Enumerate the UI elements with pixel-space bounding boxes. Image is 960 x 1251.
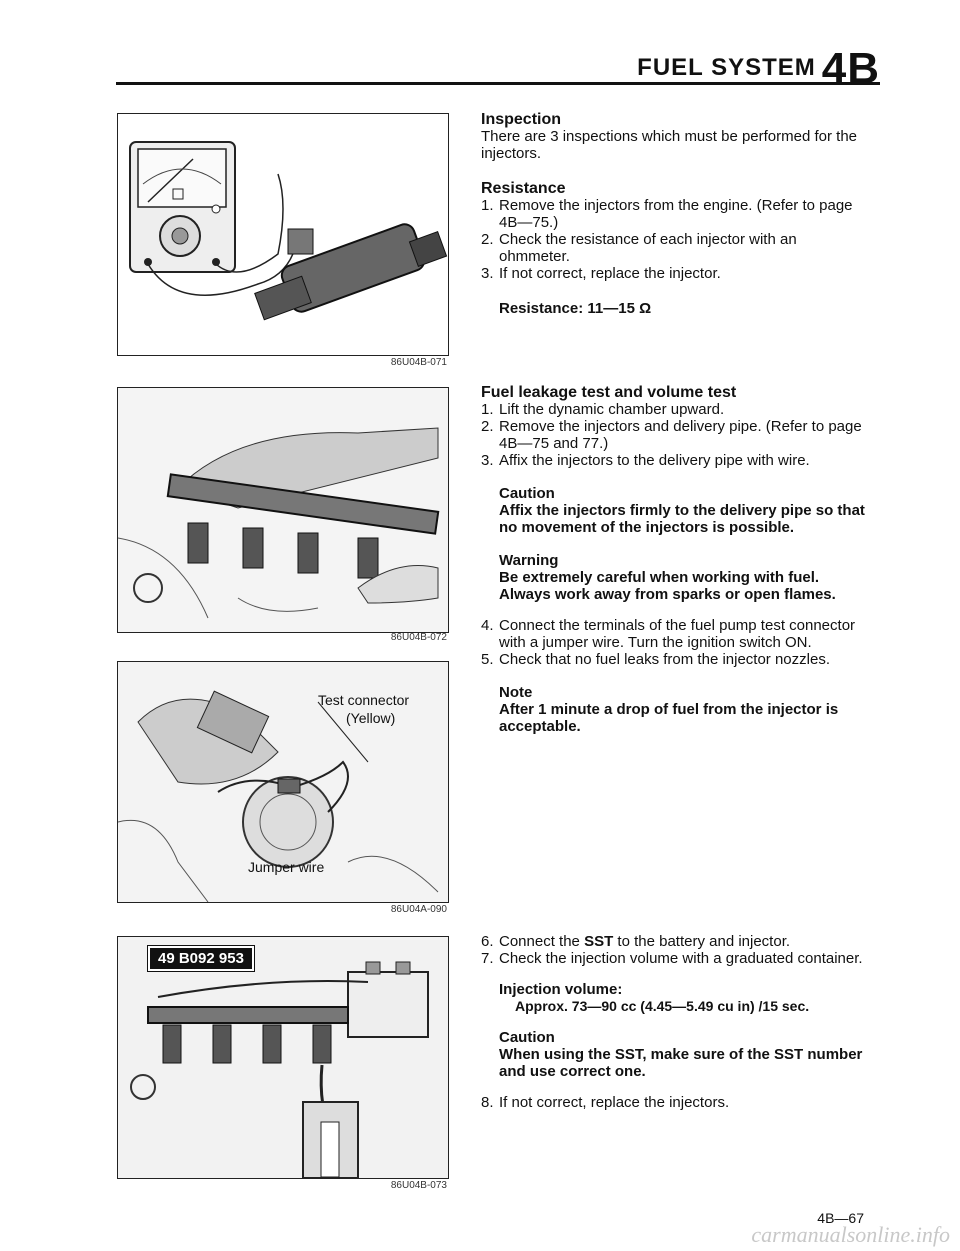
list-item: 2. Remove the injectors and delivery pipe. (Refer to page 4B—75 and 77.): [481, 418, 862, 452]
label-test-connector: Test connector: [318, 692, 410, 708]
section-title-text: FUEL SYSTEM: [637, 54, 816, 81]
leakage-section: [481, 384, 865, 735]
list-item: 6. Connect the SST to the battery and injector.: [481, 933, 791, 950]
inspection-heading: Inspection: [481, 111, 562, 128]
figure-code: 86U04B-073: [390, 1180, 447, 1191]
volume-steps-2: [481, 1094, 865, 1111]
page-number: 4B—67: [817, 1210, 864, 1226]
list-item: 2. Check the resistance of each injector with an ohmmeter.: [481, 231, 797, 265]
list-item: 7. Check the injection volume with a graduated container.: [481, 950, 863, 967]
resistance-spec: Resistance: 11—15 Ω: [499, 300, 652, 317]
caution-text: When using the SST, make sure of the SST number and use correct one.: [499, 1046, 863, 1080]
label-jumper-wire: Jumper wire: [248, 859, 325, 875]
list-item: 1. Remove the injectors from the engine. (Refer to page 4B—75.): [481, 197, 853, 231]
list-item: 1. Lift the dynamic chamber upward.: [481, 401, 725, 418]
watermark: carmanualsonline.info: [751, 1222, 950, 1247]
inspection-text: There are 3 inspections which must be performed for the injectors.: [481, 128, 858, 162]
inspection-section: [481, 111, 865, 317]
ohmmeter-illustration: [118, 114, 448, 355]
label-connector-color: (Yellow): [346, 710, 396, 726]
caution-text: Affix the injectors firmly to the delivery pipe so that no movement of the injectors is possible.: [499, 502, 865, 536]
volume-section: [481, 933, 865, 1111]
volume-steps: [481, 933, 865, 967]
resistance-steps: [481, 197, 865, 282]
warning-title: Warning: [499, 552, 559, 569]
leakage-steps: [481, 401, 865, 469]
delivery-pipe-illustration: [118, 388, 448, 632]
list-item: 8. If not correct, replace the injectors.: [481, 1094, 730, 1111]
caution-title: Caution: [499, 1029, 555, 1046]
caution-title: Caution: [499, 485, 555, 502]
section-title: [637, 36, 880, 93]
figure-delivery-pipe: [117, 387, 449, 633]
figure-test-connector: [117, 661, 449, 903]
volume-caution-box: [481, 1029, 865, 1080]
list-item: 4. Connect the terminals of the fuel pump test connector with a jumper wire. Turn the ignition switch ON.: [481, 617, 856, 651]
list-item: 3. Affix the injectors to the delivery pipe with wire.: [481, 452, 810, 469]
figure-code: 86U04B-072: [390, 632, 447, 643]
warning-box: [481, 552, 865, 603]
figure-sst-volume: [117, 936, 449, 1179]
figure-code: 86U04B-071: [390, 357, 447, 368]
spec-title: Injection volume:: [499, 981, 623, 998]
note-text: After 1 minute a drop of fuel from the injector is acceptable.: [499, 701, 839, 735]
figure-code: 86U04A-090: [390, 904, 447, 915]
figure-ohmmeter-injector: [117, 113, 449, 356]
spec-value: Approx. 73—90 cc (4.45—5.49 cu in) /15 sec.: [515, 998, 810, 1014]
page-header: [116, 36, 880, 93]
warning-text: Be extremely careful when working with fuel. Always work away from sparks or open flames.: [499, 569, 836, 603]
sst-volume-illustration: [118, 937, 448, 1178]
note-box: [481, 684, 865, 735]
section-number: 4B: [821, 44, 880, 93]
resistance-heading: Resistance: [481, 180, 566, 197]
list-item: 3. If not correct, replace the injector.: [481, 265, 721, 282]
leakage-steps-2: [481, 617, 865, 668]
sst-number-tag: 49 B092 953: [148, 946, 254, 971]
injection-volume-spec: [481, 981, 865, 1015]
note-title: Note: [499, 684, 533, 701]
caution-box: [481, 485, 865, 536]
leakage-heading: Fuel leakage test and volume test: [481, 384, 737, 401]
list-item: 5. Check that no fuel leaks from the injector nozzles.: [481, 651, 830, 668]
